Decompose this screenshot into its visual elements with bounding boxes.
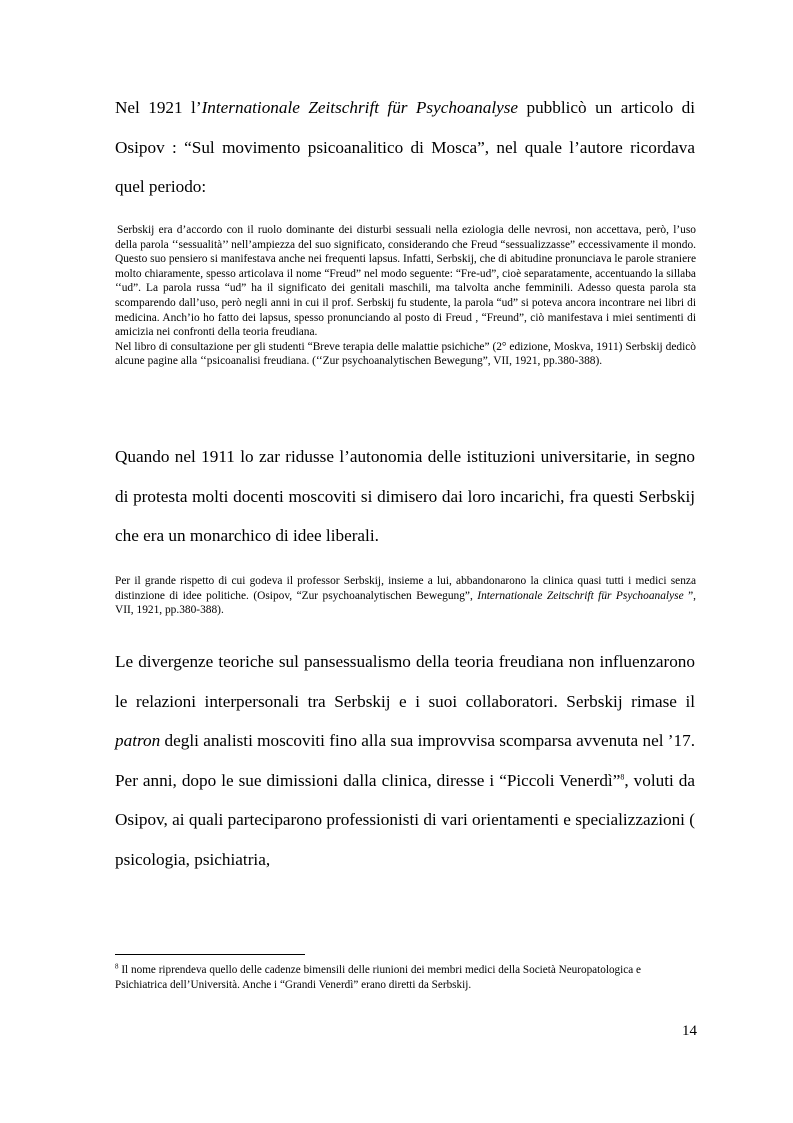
block-quote-osipov bbox=[115, 223, 696, 369]
quote-paragraph-1: Serbskij era d’accordo con il ruolo dominante dei disturbi sessuali nella eziologia delle nevrosi, non accettava, però, l’uso della parola ‘‘sessualità’’ nell’ampiezza del suo significato, considerando che Freud “sessualizzasse” eccessivamente il mondo. Questo suo pensiero si manifestava anche nei frequenti lapsus. Infatti, Serbskij, che di abitudine pronunciava le parole straniere molto chiaramente, spesso articolava il nome “Freud” nel modo seguente: “Fre-ud”, cioè separatamente, accentuando la sillaba ‘‘ud”. La parola russa “ud” ha il significato dei genitali maschili, ma talvolta anche femminili. Adesso questa parola sta scomparendo dall’uso, però negli anni in cui il prof. Serbskij fu studente, la parola “ud” si poteva ancora incontrare nei libri di medicina. Anch’io ho fatto dei lapsus, spesso pronunciando al posto di Freud , “Freund”, ciò manifestava i miei sentimenti di amicizia nei confronti della teoria freudiana. bbox=[115, 224, 696, 339]
footnote-reference-8[interactable]: 8 bbox=[620, 771, 625, 781]
p3-text-3: , voluti da Osipov, ai quali parteciparono professionisti di vari orientamenti e specializzazioni ( psicologia, psichiatria, bbox=[115, 770, 695, 869]
intro-text-start: Nel 1921 l’ bbox=[115, 98, 202, 117]
quote2-text-end: ”, VII, 1921, pp.380-388). bbox=[115, 589, 696, 617]
paragraph-intro bbox=[115, 88, 695, 207]
paragraph-zar: Quando nel 1911 lo zar ridusse l’autonomia delle istituzioni universitarie, in segno di protesta molti docenti moscoviti si dimisero dai loro incarichi, fra questi Serbskij che era un monarchico di idee liberali. bbox=[115, 447, 695, 545]
quote2-text-start: Per il grande rispetto di cui godeva il professor Serbskij, insieme a lui, abbandonarono la clinica quasi tutti i medici senza distinzione di idee politiche. (Osipov, “Zur psychoanalytischen Bewegung”, bbox=[115, 575, 696, 602]
footnote-8 bbox=[115, 963, 641, 993]
p3-text-2: degli analisti moscoviti fino alla sua improvvisa scomparsa avvenuta nel ’17. Per anni, dopo le sue dimissioni dalla clinica, diresse i “Piccoli Venerdì” bbox=[115, 731, 695, 790]
intro-text-end: pubblicò un articolo di Osipov : “Sul movimento psicoanalitico di Mosca”, nel quale l’autore ricordava quel periodo: bbox=[115, 98, 695, 196]
footnote-separator bbox=[115, 954, 305, 955]
journal-title: Internationale Zeitschrift für Psychoanalyse bbox=[201, 98, 519, 117]
quote2-journal-title: Internationale Zeitschrift für Psychoanalyse bbox=[477, 589, 684, 602]
patron-word: patron bbox=[115, 731, 161, 750]
page-number: 14 bbox=[682, 1023, 697, 1039]
footnote-text: Il nome riprendeva quello delle cadenze bimensili delle riunioni dei membri medici della Società Neuropatologica e Psichiatrica dell’Università. Anche i “Grandi Venerdì” erano diretti da Serbskij. bbox=[115, 964, 641, 991]
paragraph-divergenze bbox=[115, 642, 695, 879]
footnote-marker: 8 bbox=[115, 962, 119, 971]
block-quote-rispetto bbox=[115, 574, 696, 618]
quote-paragraph-2: Nel libro di consultazione per gli studenti “Breve terapia delle malattie psichiche” (2° edizione, Moskva, 1911) Serbskij dedicò alcune pagine alla ‘‘psicoanalisi freudiana. (‘‘Zur psychoanalytischen Bewegung”, VII, 1921, pp.380-388). bbox=[115, 340, 696, 368]
p3-text-1: Le divergenze teoriche sul pansessualismo della teoria freudiana non influenzarono le relazioni interpersonali tra Serbskij e i suoi collaboratori. Serbskij rimase il bbox=[115, 652, 695, 711]
